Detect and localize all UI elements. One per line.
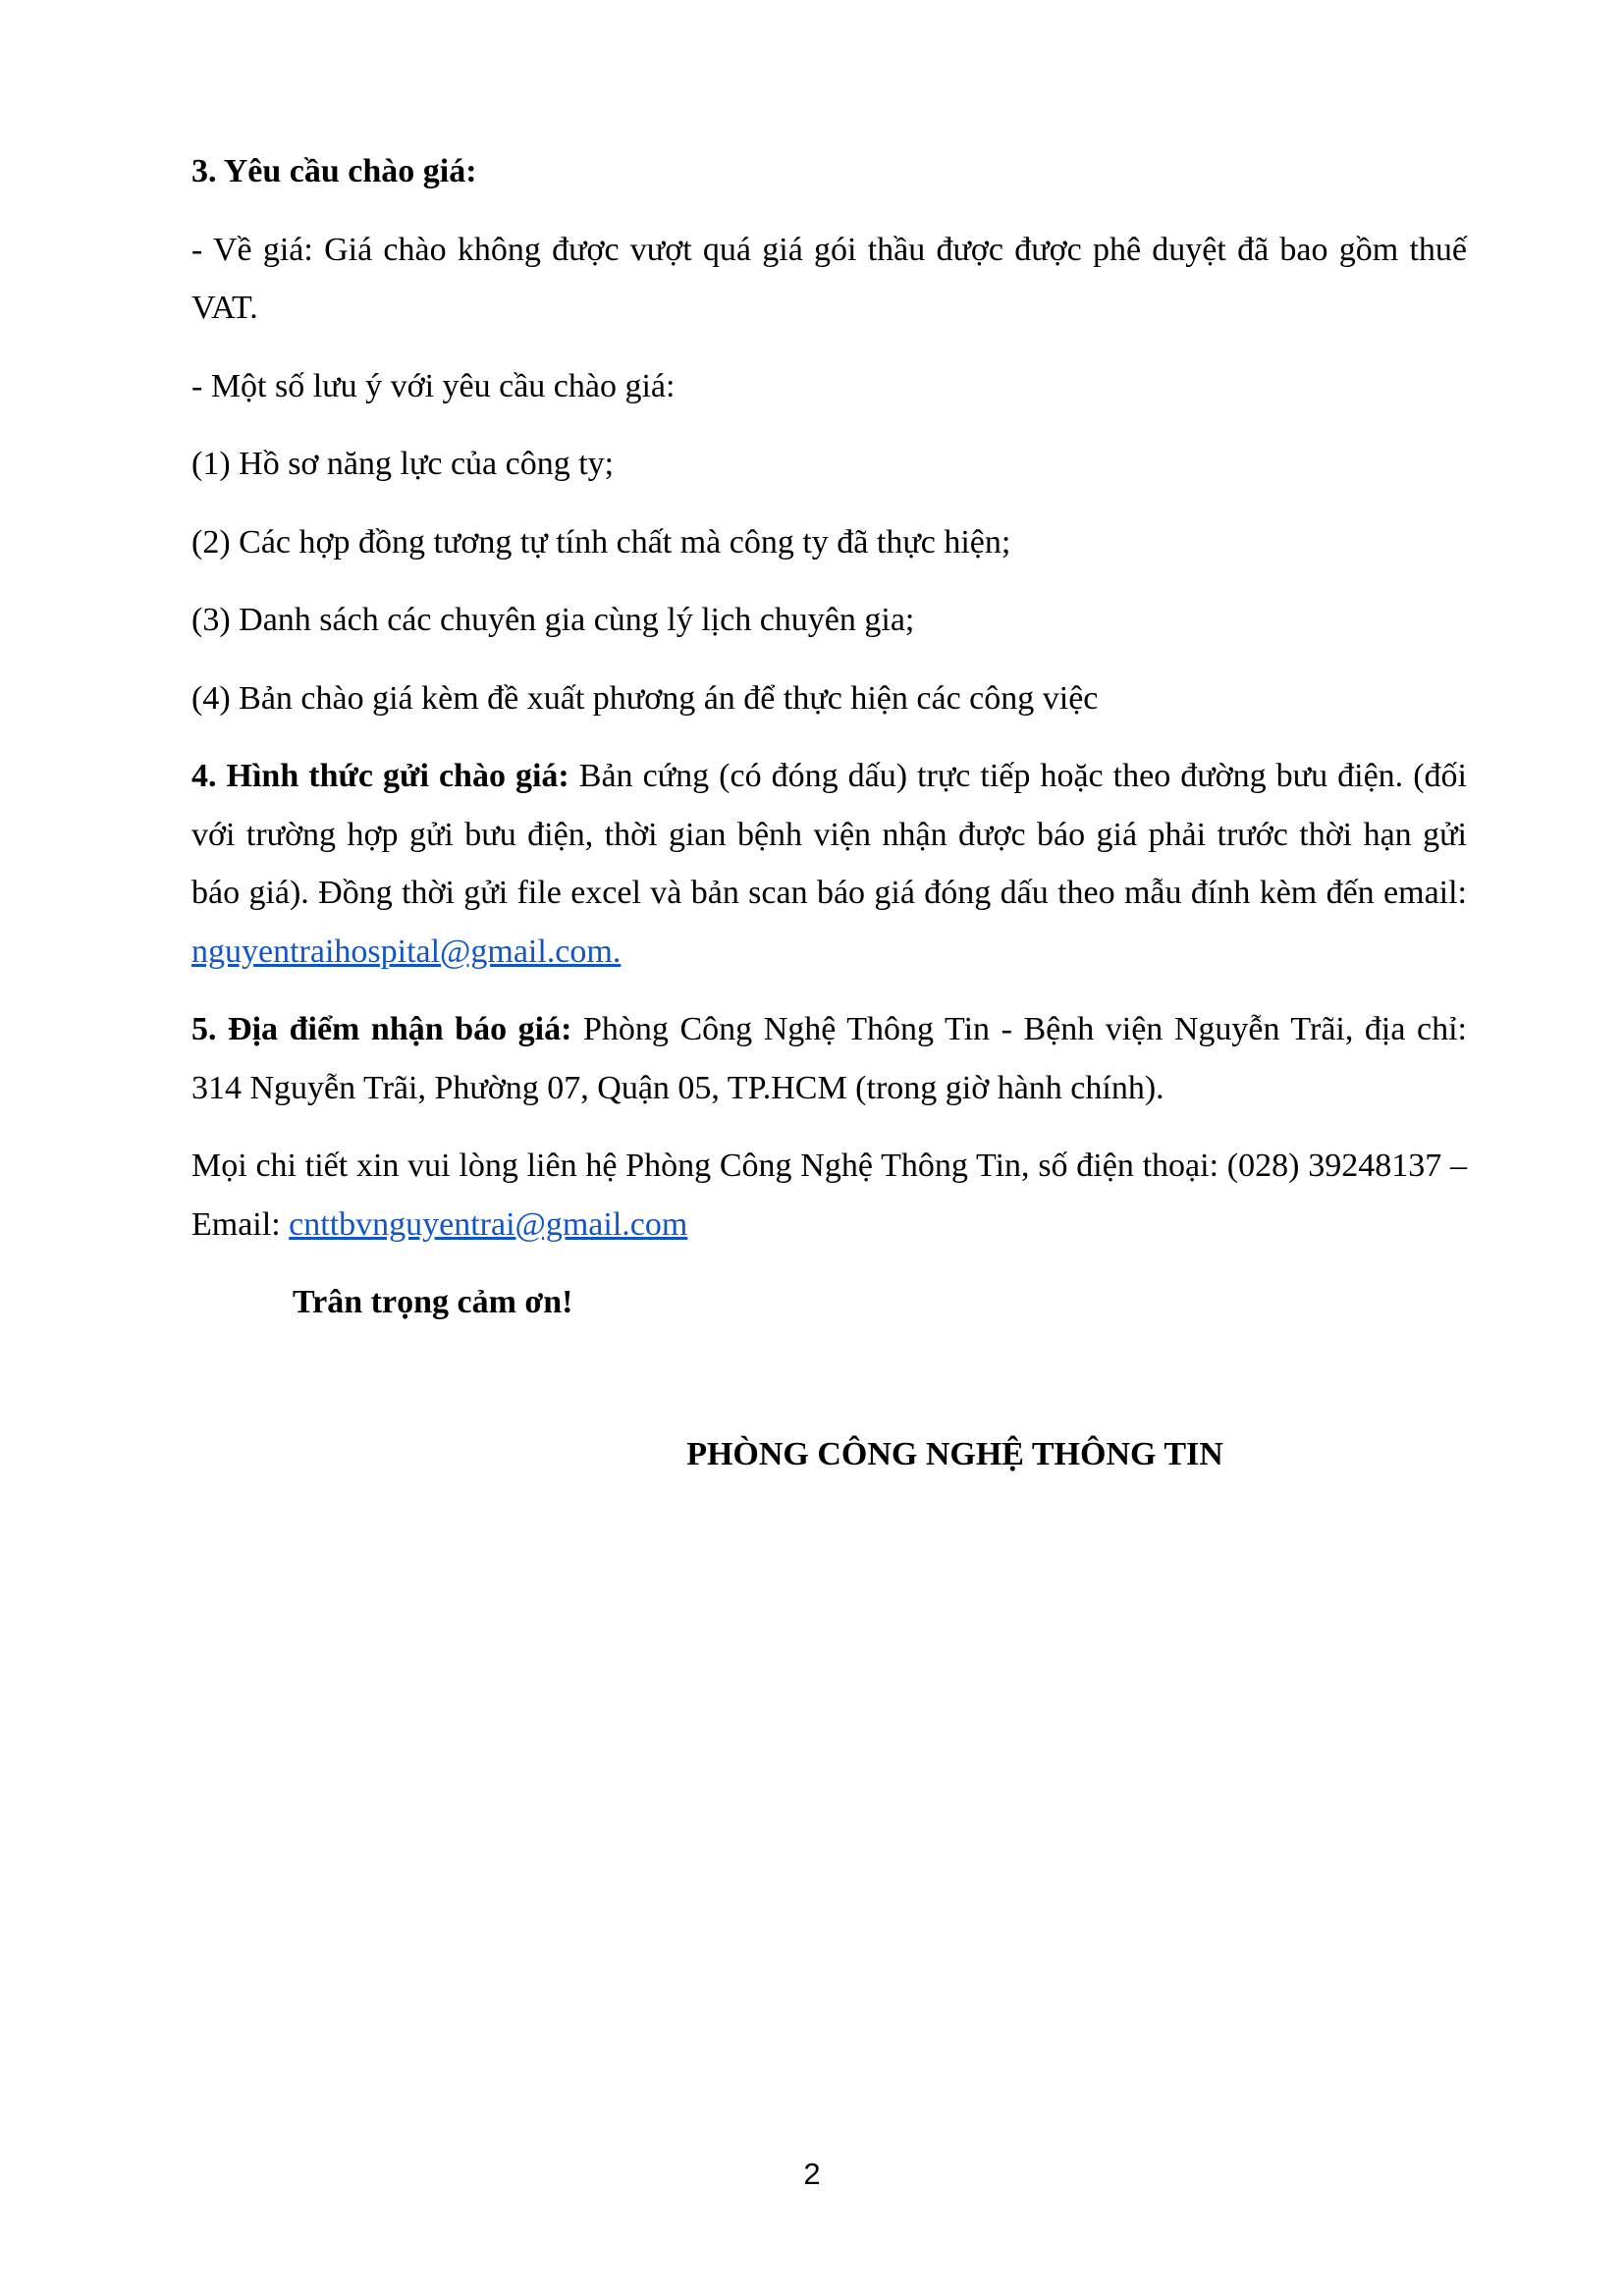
para-contact-info-text: Mọi chi tiết xin vui lòng liên hệ Phòng Công Nghệ Thông Tin, số điện thoại: (028) 39248137 – Email: xyxy=(191,1148,1467,1243)
list-item-quote-proposal: (4) Bản chào giá kèm đề xuất phương án để thực hiện các công việc xyxy=(191,679,1099,717)
list-item-expert-list: (3) Danh sách các chuyên gia cùng lý lịch chuyên gia; xyxy=(191,602,915,638)
signature-department: PHÒNG CÔNG NGHỆ THÔNG TIN xyxy=(686,1435,1223,1472)
closing-thanks: Trân trọng cảm ơn! xyxy=(293,1284,573,1320)
section-heading-submission-method: 4. Hình thức gửi chào giá: xyxy=(191,758,569,794)
email-link-hospital[interactable]: nguyentraihospital@gmail.com. xyxy=(191,933,622,970)
para-quote-location-text: Phòng Công Nghệ Thông Tin - Bệnh viện Nguyễn Trãi, địa chỉ: 314 Nguyễn Trãi, Phường 07, Quận 05, TP.HCM (trong giờ hành chính). xyxy=(191,1011,1467,1106)
page-number: 2 xyxy=(803,2157,821,2191)
para-price-requirement: - Về giá: Giá chào không được vượt quá giá gói thầu được được phê duyệt đã bao gồm thuế VAT. xyxy=(191,231,1467,326)
section-heading-quote-location: 5. Địa điểm nhận báo giá: xyxy=(191,1011,572,1047)
para-submission-method-text: Bản cứng (có đóng dấu) trực tiếp hoặc theo đường bưu điện. (đối với trường hợp gửi bưu điện, thời gian bệnh viện nhận được báo giá phải trước thời hạn gửi báo giá). Đồng thời gửi file excel và bản scan báo giá đóng dấu theo mẫu đính kèm đến email: xyxy=(191,758,1467,911)
list-item-capability-profile: (1) Hồ sơ năng lực của công ty; xyxy=(191,446,615,482)
para-quote-location xyxy=(191,1000,1467,1117)
para-submission-method xyxy=(191,747,1467,981)
para-contact-info xyxy=(191,1137,1467,1254)
section-heading-quote-requirements: 3. Yêu cầu chào giá: xyxy=(191,153,477,189)
list-item-similar-contracts: (2) Các hợp đồng tương tự tính chất mà công ty đã thực hiện; xyxy=(191,523,1011,561)
email-link-it-department[interactable]: cnttbvnguyentrai@gmail.com xyxy=(289,1205,688,1243)
para-notes-intro: - Một số lưu ý với yêu cầu chào giá: xyxy=(191,367,676,404)
